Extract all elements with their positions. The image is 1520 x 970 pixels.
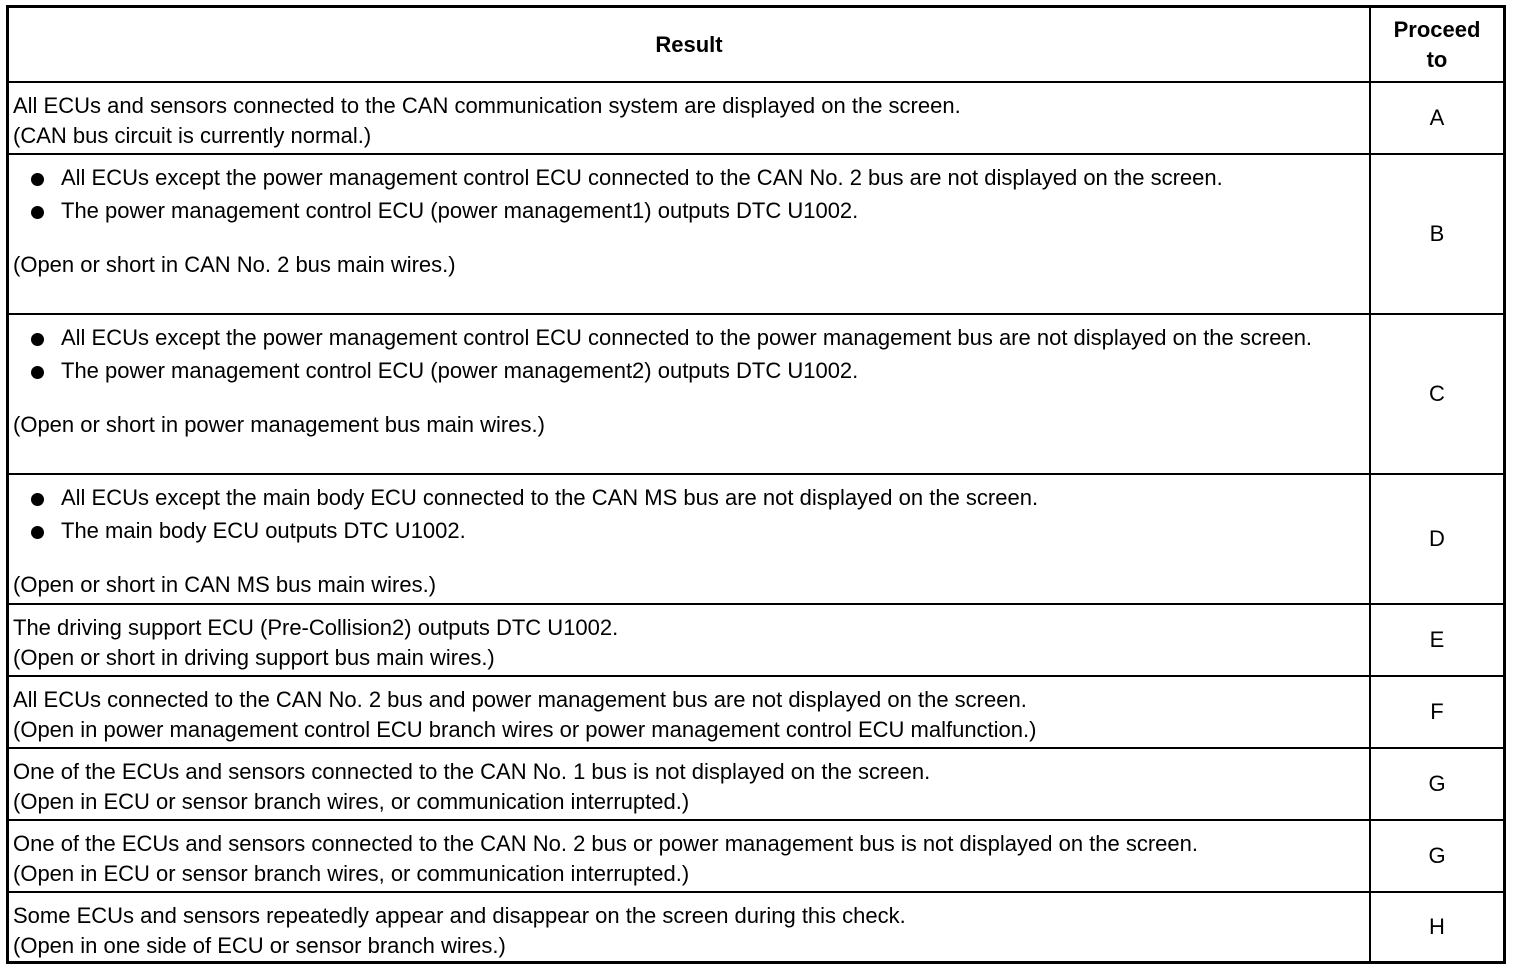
result-cell: [9, 155, 1371, 313]
header-proceed-line1: Proceed: [1393, 16, 1481, 42]
proceed-cell: B: [1429, 221, 1445, 246]
result-line: (Open in power management control ECU branch wires or power management control ECU malfunction.): [13, 717, 1037, 742]
bullet-icon: [31, 526, 44, 539]
table-row: [9, 677, 1503, 749]
result-cell: [9, 893, 1371, 961]
table-row: [9, 155, 1503, 315]
proceed-cell: A: [1429, 105, 1445, 130]
bullet-text: The main body ECU outputs DTC U1002.: [61, 518, 466, 543]
bullet-item: [13, 516, 1369, 546]
result-cell: [9, 83, 1371, 153]
bullet-item: [13, 483, 1369, 513]
proceed-cell: D: [1429, 526, 1445, 551]
proceed-cell: H: [1429, 914, 1445, 939]
bullet-icon: [31, 206, 44, 219]
bullet-text: The power management control ECU (power management2) outputs DTC U1002.: [61, 358, 859, 383]
bullet-text: All ECUs except the power management control ECU connected to the power management bus are not displayed on the screen.: [61, 325, 1313, 350]
result-line: One of the ECUs and sensors connected to the CAN No. 2 bus or power management bus is not displayed on the screen.: [13, 831, 1199, 856]
result-cell: [9, 677, 1371, 747]
table-row: [9, 605, 1503, 677]
header-proceed-line2: to: [1426, 46, 1448, 72]
table-row: [9, 475, 1503, 605]
header-proceed-to: [1371, 8, 1503, 81]
result-cell: [9, 315, 1371, 473]
result-note: (Open or short in CAN No. 2 bus main wires.): [13, 252, 456, 277]
result-cell: [9, 605, 1371, 675]
result-cell: [9, 749, 1371, 819]
result-line: Some ECUs and sensors repeatedly appear and disappear on the screen during this check.: [13, 903, 906, 928]
bullet-icon: [31, 333, 44, 346]
bullet-icon: [31, 493, 44, 506]
table-row: [9, 83, 1503, 155]
proceed-cell: E: [1429, 627, 1445, 652]
table-row: [9, 893, 1503, 961]
result-line: (Open in one side of ECU or sensor branch wires.): [13, 933, 506, 958]
table-row: [9, 749, 1503, 821]
bullet-text: The power management control ECU (power management1) outputs DTC U1002.: [61, 198, 859, 223]
result-cell: [9, 821, 1371, 891]
result-line: All ECUs connected to the CAN No. 2 bus and power management bus are not displayed on the screen.: [13, 687, 1027, 712]
bullet-text: All ECUs except the power management control ECU connected to the CAN No. 2 bus are not displayed on the screen.: [61, 165, 1223, 190]
result-table: [6, 5, 1506, 964]
proceed-cell: C: [1429, 381, 1445, 406]
result-cell: [9, 475, 1371, 603]
result-line: (Open in ECU or sensor branch wires, or communication interrupted.): [13, 789, 690, 814]
result-line: The driving support ECU (Pre-Collision2) outputs DTC U1002.: [13, 615, 619, 640]
proceed-cell: F: [1430, 699, 1444, 724]
bullet-text: All ECUs except the main body ECU connected to the CAN MS bus are not displayed on the screen.: [61, 485, 1039, 510]
table-row: [9, 821, 1503, 893]
bullet-item: [13, 196, 1369, 226]
result-note: (Open or short in power management bus main wires.): [13, 412, 545, 437]
proceed-cell: G: [1428, 771, 1446, 796]
result-note: (Open or short in CAN MS bus main wires.): [13, 572, 437, 597]
bullet-item: [13, 163, 1369, 193]
result-line: (Open in ECU or sensor branch wires, or communication interrupted.): [13, 861, 690, 886]
bullet-icon: [31, 366, 44, 379]
result-line: One of the ECUs and sensors connected to the CAN No. 1 bus is not displayed on the screen.: [13, 759, 931, 784]
result-line: All ECUs and sensors connected to the CAN communication system are displayed on the screen.: [13, 93, 961, 118]
header-result: Result: [9, 8, 1371, 81]
result-line: (CAN bus circuit is currently normal.): [13, 123, 372, 148]
proceed-cell: G: [1428, 843, 1446, 868]
table-row: [9, 315, 1503, 475]
result-line: (Open or short in driving support bus main wires.): [13, 645, 495, 670]
bullet-icon: [31, 173, 44, 186]
bullet-item: [13, 356, 1369, 386]
bullet-item: [13, 323, 1369, 353]
table-header-row: [9, 8, 1503, 83]
